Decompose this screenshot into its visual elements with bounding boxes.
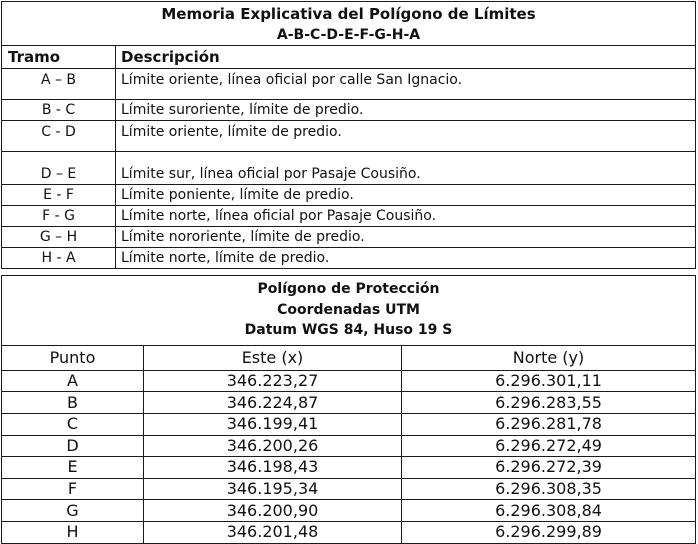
header-este: Este (x) (144, 345, 402, 370)
description-cell: Límite norte, límite de predio. (116, 248, 696, 269)
description-cell: Límite poniente, límite de predio. (116, 185, 696, 206)
table-row (2, 435, 696, 457)
table-row (2, 69, 696, 100)
east-cell: 346.200,90 (144, 500, 402, 522)
east-cell: 346.198,43 (144, 457, 402, 479)
north-cell: 6.296.272,49 (402, 435, 696, 457)
limits-table (1, 1, 696, 269)
description-cell: Límite sur, línea oficial por Pasaje Cousiño. (116, 152, 696, 185)
east-cell: 346.224,87 (144, 392, 402, 414)
table-row (2, 500, 696, 522)
header-punto: Punto (2, 345, 144, 370)
east-cell: 346.199,41 (144, 413, 402, 435)
point-cell: D (2, 435, 144, 457)
header-tramo: Tramo (2, 46, 116, 69)
description-cell: Límite suroriente, límite de predio. (116, 100, 696, 121)
table-row (2, 370, 696, 392)
segment-cell: D – E (2, 152, 116, 185)
table-row (2, 248, 696, 269)
point-cell: H (2, 521, 144, 543)
coordinates-table-title: Polígono de Protección (2, 276, 696, 300)
east-cell: 346.195,34 (144, 478, 402, 500)
table-row (2, 227, 696, 248)
header-norte: Norte (y) (402, 345, 696, 370)
point-cell: G (2, 500, 144, 522)
description-cell: Límite norte, línea oficial por Pasaje Cousiño. (116, 206, 696, 227)
point-cell: A (2, 370, 144, 392)
description-cell: Límite oriente, línea oficial por calle San Ignacio. (116, 69, 696, 100)
north-cell: 6.296.299,89 (402, 521, 696, 543)
table-row (2, 185, 696, 206)
document (1, 1, 695, 544)
table-row (2, 457, 696, 479)
north-cell: 6.296.283,55 (402, 392, 696, 414)
north-cell: 6.296.281,78 (402, 413, 696, 435)
table-row (2, 121, 696, 152)
segment-cell: E - F (2, 185, 116, 206)
point-cell: B (2, 392, 144, 414)
segment-cell: F - G (2, 206, 116, 227)
coordinates-table-datum: Datum WGS 84, Huso 19 S (2, 320, 696, 345)
east-cell: 346.223,27 (144, 370, 402, 392)
east-cell: 346.201,48 (144, 521, 402, 543)
coordinates-table-subtitle: Coordenadas UTM (2, 300, 696, 321)
limits-table-title: Memoria Explicativa del Polígono de Límites (2, 2, 696, 27)
point-cell: E (2, 457, 144, 479)
table-row (2, 392, 696, 414)
north-cell: 6.296.308,35 (402, 478, 696, 500)
north-cell: 6.296.308,84 (402, 500, 696, 522)
table-row (2, 413, 696, 435)
description-cell: Límite nororiente, límite de predio. (116, 227, 696, 248)
segment-cell: H - A (2, 248, 116, 269)
description-cell: Límite oriente, límite de predio. (116, 121, 696, 152)
segment-cell: B - C (2, 100, 116, 121)
limits-table-subtitle: A-B-C-D-E-F-G-H-A (2, 26, 696, 46)
segment-cell: G – H (2, 227, 116, 248)
table-row (2, 478, 696, 500)
table-row (2, 152, 696, 185)
point-cell: C (2, 413, 144, 435)
coordinates-table (1, 275, 696, 544)
table-row (2, 100, 696, 121)
point-cell: F (2, 478, 144, 500)
segment-cell: A – B (2, 69, 116, 100)
north-cell: 6.296.272,39 (402, 457, 696, 479)
header-descripcion: Descripción (116, 46, 696, 69)
table-row (2, 206, 696, 227)
segment-cell: C - D (2, 121, 116, 152)
east-cell: 346.200,26 (144, 435, 402, 457)
north-cell: 6.296.301,11 (402, 370, 696, 392)
